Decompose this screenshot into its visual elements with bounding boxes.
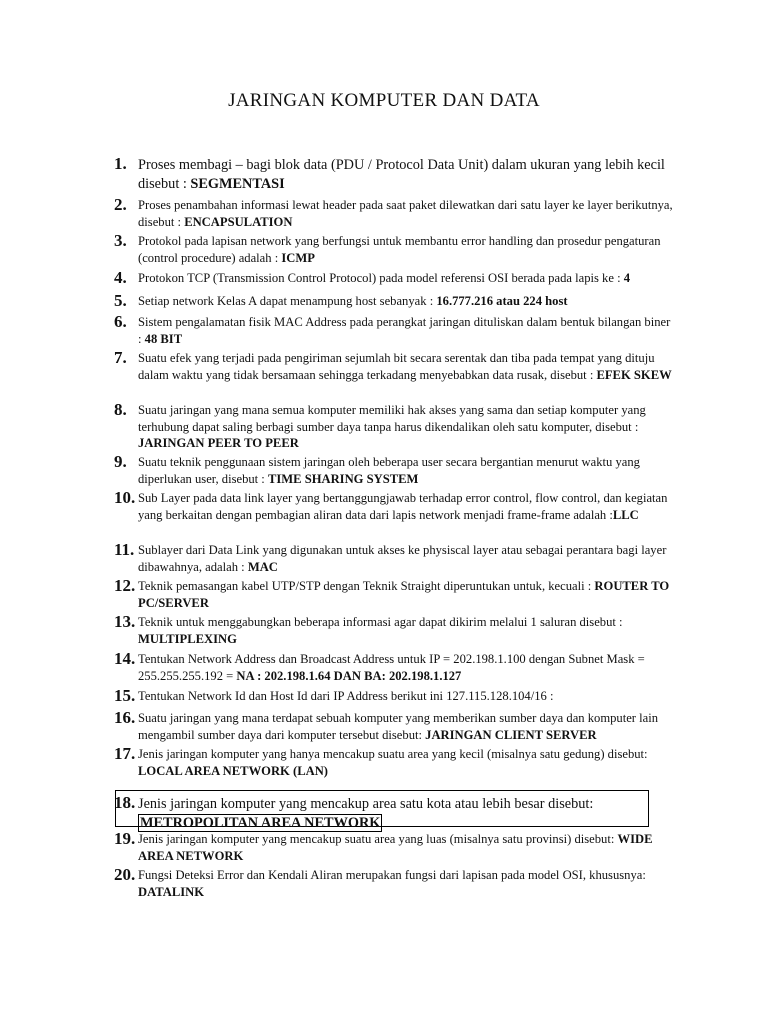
- question-text-block: [138, 831, 674, 864]
- question-text: Proses membagi – bagi blok data (PDU / Protocol Data Unit) dalam ukuran yang lebih kecil disebut :: [138, 157, 665, 192]
- question-item: [114, 614, 674, 647]
- question-text-block: [138, 270, 674, 287]
- answer-text: ENCAPSULATION: [184, 214, 293, 229]
- answer-text: SEGMENTASI: [190, 176, 285, 192]
- question-number: 8.: [114, 400, 127, 419]
- answer-text: ROUTER TO PC/SERVER: [138, 579, 670, 610]
- question-number: 14.: [114, 649, 136, 668]
- question-number: 6.: [114, 312, 127, 331]
- answer-text: EFEK SKEW: [596, 367, 672, 382]
- question-text-block: [138, 542, 674, 575]
- question-number: 16.: [114, 708, 136, 727]
- question-item: [114, 651, 674, 684]
- answer-text: 16.777.216 atau 224 host: [436, 294, 568, 308]
- answer-text: JARINGAN PEER TO PEER: [138, 436, 299, 450]
- question-item: [114, 350, 674, 383]
- question-text-block: [138, 688, 674, 705]
- question-item: [114, 454, 674, 487]
- question-text-block: [138, 350, 674, 383]
- question-number: 2.: [114, 195, 127, 214]
- question-number: 19.: [114, 829, 136, 848]
- answer-text: MAC: [247, 559, 278, 574]
- question-number: 20.: [114, 865, 136, 884]
- question-number: 12.: [114, 576, 136, 595]
- question-number: 4.: [114, 268, 127, 287]
- question-item: [114, 402, 674, 452]
- question-text: Tentukan Network Id dan Host Id dari IP Address berikut ini 127.115.128.104/16 :: [138, 689, 554, 703]
- question-text: Proses penambahan informasi lewat header pada saat paket dilewatkan dari satu layer ke layer berikutnya, disebut :: [138, 198, 673, 229]
- question-item: [114, 710, 674, 743]
- question-text: Sublayer dari Data Link yang digunakan untuk akses ke physiscal layer atau sebagai perantara bagi layer dibawahnya, adalah :: [138, 543, 667, 574]
- question-text-block: [138, 578, 674, 611]
- question-text: Teknik pemasangan kabel UTP/STP dengan Teknik Straight diperuntukan untuk, kecuali :: [138, 579, 595, 593]
- question-text: Sub Layer pada data link layer yang bertanggungjawab terhadap error control, flow control, dan kegiatan yang berkaitan dengan pembagian aliran data dari lapis network menjadi frame-frame adalah :: [138, 491, 668, 522]
- question-number: 17.: [114, 744, 136, 763]
- answer-text: JARINGAN CLIENT SERVER: [425, 727, 597, 742]
- question-text: Jenis jaringan komputer yang mencakup area satu kota atau lebih besar disebut:: [138, 796, 594, 812]
- question-text-block: [138, 156, 674, 194]
- answer-text: LLC: [612, 507, 639, 522]
- question-text-block: [138, 490, 674, 523]
- question-text: Protokol pada lapisan network yang berfungsi untuk membantu error handling dan prosedur pengaturan (control procedure) adalah :: [138, 234, 661, 265]
- answer-text: WIDE AREA NETWORK: [138, 832, 653, 863]
- question-number: 18.: [114, 793, 136, 812]
- question-item: [114, 746, 674, 779]
- question-text-block: [138, 314, 674, 347]
- question-item: [114, 542, 674, 575]
- question-number: 10.: [114, 488, 136, 507]
- question-text: Protokon TCP (Transmission Control Protocol) pada model referensi OSI berada pada lapis ke :: [138, 271, 624, 285]
- question-text-block: [138, 867, 674, 900]
- answer-text: 4: [623, 271, 631, 285]
- question-text-block: [138, 454, 674, 487]
- answer-text: MULTIPLEXING: [138, 631, 237, 646]
- question-item: [114, 270, 674, 287]
- question-text-block: [138, 197, 674, 230]
- question-item: [114, 293, 674, 310]
- answer-text: TIME SHARING SYSTEM: [267, 471, 419, 486]
- question-text-block: [138, 710, 674, 743]
- question-text: Suatu efek yang terjadi pada pengiriman sejumlah bit secara serentak dan tiba pada tempat yang dituju dalam waktu yang tidak bersamaan sehingga terkadang menyebabkan data rusak, disebut :: [138, 351, 655, 382]
- answer-text: ICMP: [281, 250, 315, 265]
- answer-text: LOCAL AREA NETWORK (LAN): [138, 763, 328, 778]
- question-item: [114, 795, 674, 833]
- question-text-block: [138, 233, 674, 266]
- document-title: JARINGAN KOMPUTER DAN DATA: [228, 90, 540, 111]
- question-item: [114, 688, 674, 705]
- question-text-block: [138, 614, 674, 647]
- question-number: 15.: [114, 686, 136, 705]
- question-item: [114, 867, 674, 900]
- answer-text: NA : 202.198.1.64 DAN BA: 202.198.1.127: [236, 668, 462, 683]
- question-item: [114, 233, 674, 266]
- question-text-block: [138, 795, 674, 833]
- question-number: 1.: [114, 154, 127, 173]
- question-item: [114, 490, 674, 523]
- question-item: [114, 156, 674, 194]
- question-text: Suatu teknik penggunaan sistem jaringan oleh beberapa user secara bergantian menurut waktu yang diperlukan user, disebut :: [138, 455, 640, 486]
- question-text: Jenis jaringan komputer yang mencakup suatu area yang luas (misalnya satu provinsi) disebut:: [138, 832, 618, 846]
- answer-text: METROPOLITAN AREA NETWORK: [140, 815, 381, 831]
- question-text: Fungsi Deteksi Error dan Kendali Aliran merupakan fungsi dari lapisan pada model OSI, khususnya:: [138, 868, 646, 882]
- question-text: Tentukan Network Address dan Broadcast Address untuk IP = 202.198.1.100 dengan Subnet Mask = 255.255.255.192 =: [138, 652, 645, 683]
- question-number: 13.: [114, 612, 136, 631]
- question-text: Jenis jaringan komputer yang hanya mencakup suatu area yang kecil (misalnya satu gedung) disebut:: [138, 747, 648, 761]
- question-text: Teknik untuk menggabungkan beberapa informasi agar dapat dikirim melalui 1 saluran disebut :: [138, 615, 623, 629]
- question-number: 3.: [114, 231, 127, 250]
- question-text-block: [138, 651, 674, 684]
- question-text-block: [138, 746, 674, 779]
- question-text: Suatu jaringan yang mana terdapat sebuah komputer yang memberikan sumber daya dan komputer lain mengambil sumber daya dari komputer tersebut disebut:: [138, 711, 659, 742]
- question-number: 11.: [114, 540, 135, 559]
- answer-text: 48 BIT: [144, 331, 183, 346]
- question-text: Setiap network Kelas A dapat menampung host sebanyak :: [138, 294, 437, 308]
- question-text: Suatu jaringan yang mana semua komputer memiliki hak akses yang sama dan setiap komputer yang terhubung dapat saling berbagi sumber daya tanpa harus dikendalikan oleh satu komputer, disebut :: [138, 403, 646, 434]
- question-item: [114, 831, 674, 864]
- question-item: [114, 578, 674, 611]
- question-item: [114, 197, 674, 230]
- question-number: 7.: [114, 348, 127, 367]
- question-text-block: [138, 402, 674, 452]
- question-text-block: [138, 293, 674, 310]
- question-item: [114, 314, 674, 347]
- question-text: Sistem pengalamatan fisik MAC Address pada perangkat jaringan dituliskan dalam bentuk bilangan biner :: [138, 315, 671, 346]
- answer-text: DATALINK: [138, 884, 205, 899]
- question-number: 5.: [114, 291, 127, 310]
- question-number: 9.: [114, 452, 127, 471]
